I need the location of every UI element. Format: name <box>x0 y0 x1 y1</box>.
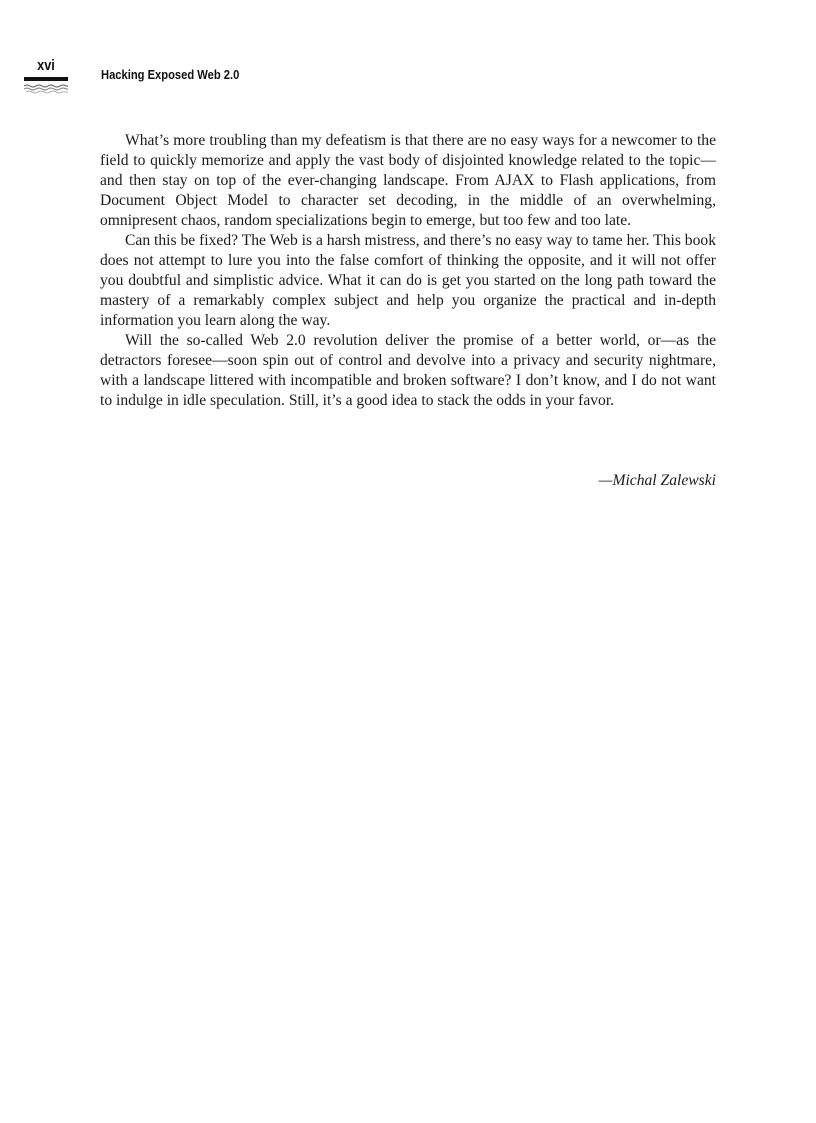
body-text <box>100 131 716 411</box>
paragraph: What’s more troubling than my defeatism is that there are no easy ways for a newcomer to the field to quickly memorize and apply the vast body of disjointed knowledge related to the topic—and then stay on top of the ever-changing landscape. From AJAX to Flash applications, from Document Object Model to character set decoding, in the middle of an overwhelming, omnipresent chaos, random specializations begin to emerge, but too few and too late. <box>100 132 716 229</box>
ornament-wave-top <box>24 85 68 87</box>
paragraph: Will the so-called Web 2.0 revolution deliver the promise of a better world, or—as the detractors foresee—soon spin out of control and devolve into a privacy and security nightmare, with a landscape littered with incompatible and broken software? I don’t know, and I do not want to indulge in idle speculation. Still, it’s a good idea to stack the odds in your favor. <box>100 332 716 409</box>
ornament-wave-bottom <box>26 91 68 93</box>
page-number-rule <box>24 77 68 81</box>
page-number-ornament <box>24 83 68 95</box>
paragraph: Can this be fixed? The Web is a harsh mistress, and there’s no easy way to tame her. This book does not attempt to lure you into the false comfort of thinking the opposite, and it will not offer you doubtful and simplistic advice. What it can do is get you started on the long path toward the mastery of a remarkably complex subject and help you organize the practical and in-depth information you learn along the way. <box>100 232 716 329</box>
author-signature: —Michal Zalewski <box>598 472 716 489</box>
page-number: xvi <box>37 57 55 74</box>
ornament-wave-middle <box>24 88 68 90</box>
running-head: Hacking Exposed Web 2.0 <box>101 67 240 82</box>
